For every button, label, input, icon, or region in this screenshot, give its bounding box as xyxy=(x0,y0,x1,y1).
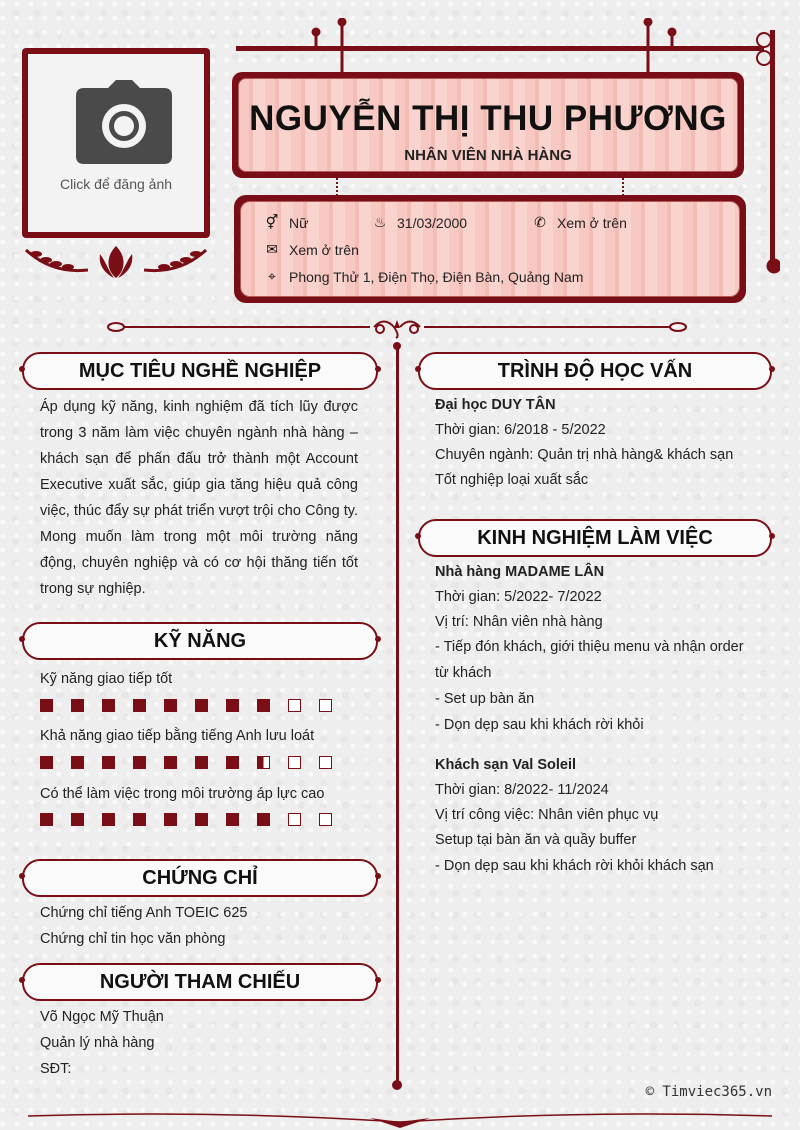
rating-box xyxy=(102,756,115,769)
rating-box xyxy=(288,813,301,826)
education-line[interactable]: Tốt nghiệp loại xuất sắc xyxy=(435,472,589,488)
experience-line[interactable]: - Dọn dẹp sau khi khách rời khỏi khách sạn xyxy=(435,858,714,874)
rating-box xyxy=(102,699,115,712)
rating-box xyxy=(133,756,146,769)
address-value: Phong Thử 1, Điện Thọ, Điện Bàn, Quảng Nam xyxy=(289,268,584,285)
objective-text[interactable]: Áp dụng kỹ năng, kinh nghiệm đã tích lũy được trong 3 năm làm việc chuyên ngành nhà hàng – khách sạn để phấn đấu trở thành một Account Executive xuất sắc, giúp gia tăng hiệu quả công việc, thúc đẩy sự phát triển vượt trội cho Công ty. Mong muốn làm trong một môi trường năng động, chuyên nghiệp và có cơ hội thăng tiến tốt trong sự nghiệp. xyxy=(40,399,358,597)
experience-line[interactable]: - Dọn dẹp sau khi khách rời khỏi xyxy=(435,717,644,733)
rating-box xyxy=(319,813,332,826)
experience-line[interactable]: Vị trí: Nhân viên nhà hàng xyxy=(435,614,603,630)
laurel-ornament xyxy=(22,240,210,282)
rating-box xyxy=(102,813,115,826)
experience-line[interactable]: Vị trí công việc: Nhân viên phục vụ xyxy=(435,807,659,823)
email-value: Xem ở trên xyxy=(289,241,359,258)
rating-box xyxy=(164,813,177,826)
rating-box xyxy=(133,699,146,712)
footer-credit[interactable]: © Timviec365.vn xyxy=(645,1084,772,1100)
skill-rating xyxy=(40,813,332,826)
rating-box xyxy=(40,813,53,826)
reference-name[interactable]: Võ Ngọc Mỹ Thuận xyxy=(40,1009,164,1025)
company-name[interactable]: Nhà hàng MADAME LÂN xyxy=(435,564,605,580)
experience-line[interactable]: Thời gian: 5/2022- 7/2022 xyxy=(435,589,602,605)
certificate-item[interactable]: Chứng chỉ tiếng Anh TOEIC 625 xyxy=(40,905,248,921)
rating-box xyxy=(40,756,53,769)
rating-box xyxy=(257,699,270,712)
column-divider xyxy=(396,346,399,1086)
rating-box xyxy=(164,699,177,712)
photo-frame[interactable] xyxy=(22,48,210,238)
photo-upload[interactable] xyxy=(28,54,204,232)
rating-box xyxy=(257,813,270,826)
birthday-value: 31/03/2000 xyxy=(397,214,468,231)
skill-rating xyxy=(40,699,332,712)
phone-field[interactable] xyxy=(531,214,627,231)
rating-box xyxy=(226,756,239,769)
divider-end xyxy=(392,1080,402,1090)
job-title[interactable]: NHÂN VIÊN NHÀ HÀNG xyxy=(404,147,572,164)
gender-icon: ⚥ xyxy=(265,214,279,230)
birthday-field[interactable] xyxy=(371,214,467,231)
rating-box xyxy=(226,699,239,712)
info-board xyxy=(234,195,746,303)
gender-value: Nữ xyxy=(289,214,309,231)
certificate-item[interactable]: Chứng chỉ tin học văn phòng xyxy=(40,931,226,947)
rating-box xyxy=(288,699,301,712)
certificates-heading[interactable]: CHỨNG CHỈ xyxy=(22,859,378,897)
gender-field[interactable] xyxy=(263,214,308,231)
rating-box xyxy=(288,756,301,769)
mail-icon: ✉ xyxy=(266,241,278,257)
photo-caption: Click để đăng ảnh xyxy=(59,176,173,192)
rating-box xyxy=(257,756,270,769)
rating-box xyxy=(71,699,84,712)
location-icon: ⌖ xyxy=(268,268,276,284)
skill-label[interactable]: Kỹ năng giao tiếp tốt xyxy=(40,671,173,687)
experience-heading[interactable]: KINH NGHIỆM LÀM VIỆC xyxy=(418,519,772,557)
skill-label[interactable]: Có thể làm việc trong môi trường áp lực cao xyxy=(40,786,325,802)
rating-box xyxy=(40,699,53,712)
experience-line[interactable]: - Tiếp đón khách, giới thiệu menu và nhận order từ khách xyxy=(435,639,744,681)
education-line[interactable]: Thời gian: 6/2018 - 5/2022 xyxy=(435,422,606,438)
education-heading[interactable]: TRÌNH ĐỘ HỌC VẤN xyxy=(418,352,772,390)
name-board xyxy=(232,72,744,178)
references-heading[interactable]: NGƯỜI THAM CHIẾU xyxy=(22,963,378,1001)
experience-line[interactable]: Thời gian: 8/2022- 11/2024 xyxy=(435,782,609,798)
company-name[interactable]: Khách sạn Val Soleil xyxy=(435,757,577,773)
rating-box xyxy=(195,756,208,769)
cake-icon: ♨ xyxy=(373,214,387,230)
rating-box xyxy=(71,756,84,769)
phone-icon: ✆ xyxy=(534,214,546,230)
rating-box xyxy=(71,813,84,826)
rating-box xyxy=(195,813,208,826)
rating-box xyxy=(319,756,332,769)
skill-rating xyxy=(40,756,332,769)
rating-box xyxy=(226,813,239,826)
email-field[interactable] xyxy=(263,241,359,258)
footer-ornament xyxy=(28,1108,772,1130)
school-name[interactable]: Đại học DUY TÂN xyxy=(435,397,556,413)
phone-value: Xem ở trên xyxy=(557,214,627,231)
skills-heading[interactable]: KỸ NĂNG xyxy=(22,622,378,660)
skill-label[interactable]: Khả năng giao tiếp bằng tiếng Anh lưu loát xyxy=(40,728,315,744)
objective-heading[interactable]: MỤC TIÊU NGHỀ NGHIỆP xyxy=(22,352,378,390)
rating-box xyxy=(133,813,146,826)
rating-box xyxy=(195,699,208,712)
education-line[interactable]: Chuyên ngành: Quản trị nhà hàng& khách sạn xyxy=(435,447,734,463)
experience-line[interactable]: - Set up bàn ăn xyxy=(435,691,535,707)
camera-icon xyxy=(76,80,172,164)
candidate-name[interactable]: NGUYỄN THỊ THU PHƯƠNG xyxy=(249,99,727,138)
reference-phone[interactable]: SĐT: xyxy=(40,1061,72,1077)
rating-box xyxy=(319,699,332,712)
rating-box xyxy=(164,756,177,769)
experience-line[interactable]: Setup tại bàn ăn và quầy buffer xyxy=(435,832,637,848)
address-field[interactable] xyxy=(263,268,583,285)
reference-role[interactable]: Quản lý nhà hàng xyxy=(40,1035,155,1051)
